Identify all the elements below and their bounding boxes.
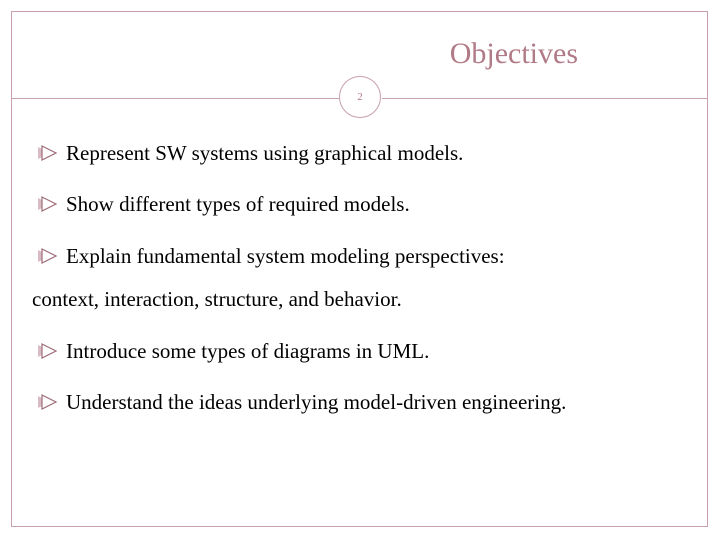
bullet-item-text: Understand the ideas underlying model-driven engineering. — [66, 390, 567, 414]
bullet-triangle-icon — [32, 143, 66, 163]
bullet-triangle-icon — [32, 392, 66, 412]
bullet-triangle-icon — [32, 194, 66, 214]
bullet-item-text: Represent SW systems using graphical models. — [66, 141, 464, 165]
title-divider-left — [12, 98, 339, 99]
title-divider-right — [382, 98, 707, 99]
bullet-triangle-icon — [32, 341, 66, 361]
bullet-item — [32, 243, 505, 269]
bullet-item — [32, 389, 566, 415]
bullet-item — [32, 140, 463, 166]
bullet-item-text: Introduce some types of diagrams in UML. — [66, 339, 430, 363]
bullet-item — [32, 338, 429, 364]
bullet-triangle-icon — [32, 246, 66, 266]
bullet-item — [32, 191, 410, 217]
bullet-item-text: Explain fundamental system modeling perspectives: — [66, 244, 505, 268]
bullet-item-continuation: context, interaction, structure, and behavior. — [32, 287, 402, 311]
slide-title: Objectives — [449, 37, 578, 70]
bullet-item-text: Show different types of required models. — [66, 192, 410, 216]
page-number-badge: 2 — [339, 76, 381, 118]
